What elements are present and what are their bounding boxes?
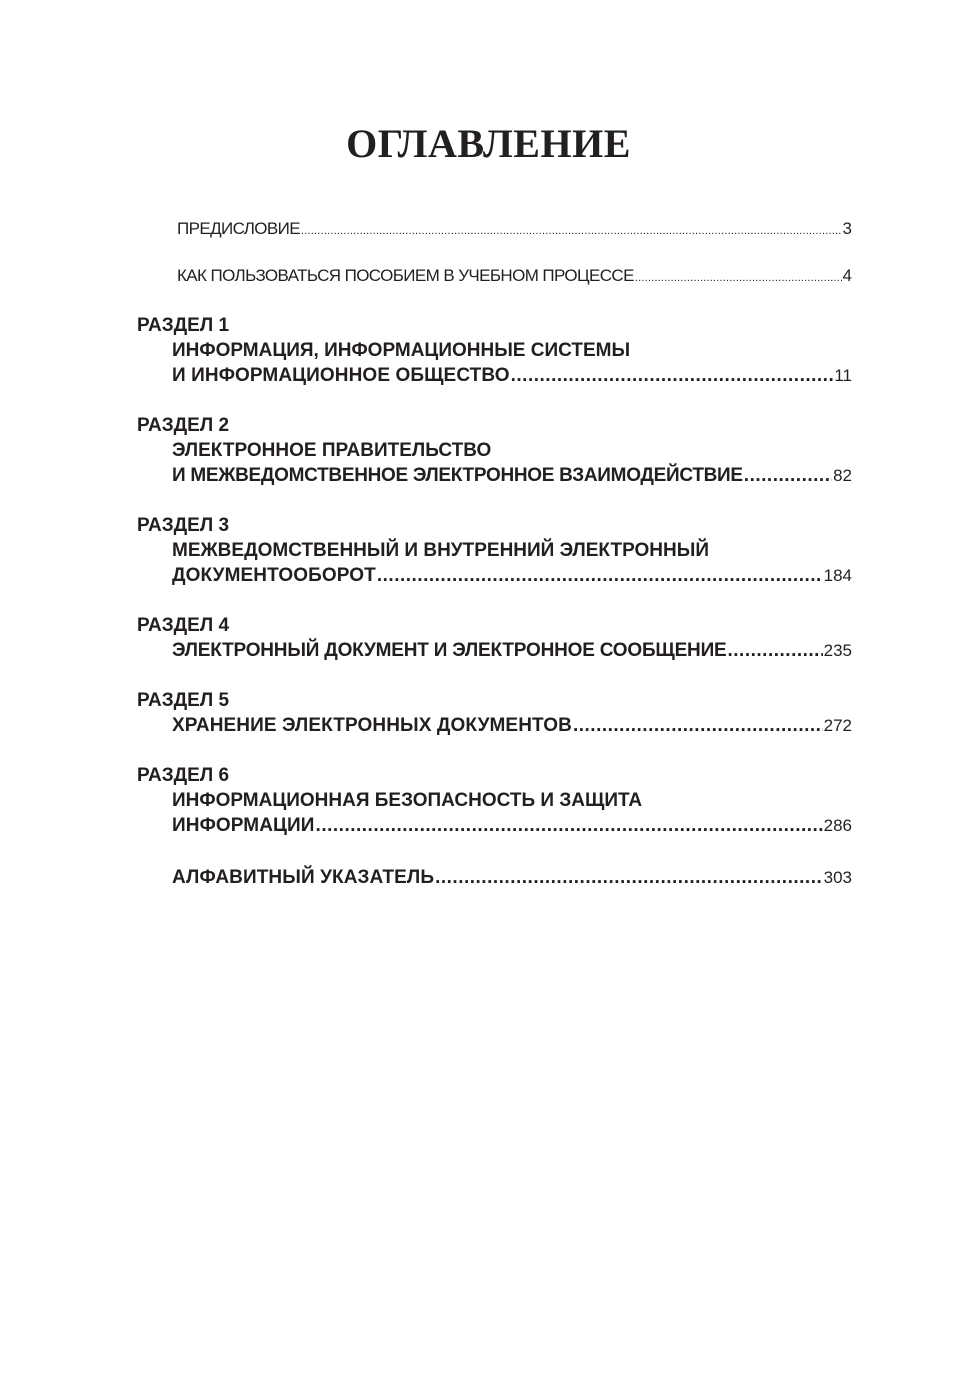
dot-leader xyxy=(635,267,842,284)
toc-entry-how-to-use[interactable] xyxy=(177,267,852,284)
dot-leader xyxy=(316,816,823,835)
toc-page-number: 303 xyxy=(823,868,852,887)
toc-entry-title: И ИНФОРМАЦИОННОЕ ОБЩЕСТВО xyxy=(172,365,510,386)
toc-entry-title: ХРАНЕНИЕ ЭЛЕКТРОННЫХ ДОКУМЕНТОВ xyxy=(172,715,572,736)
toc-entry-section-2[interactable] xyxy=(172,466,852,485)
toc-page-number: 184 xyxy=(823,566,852,585)
toc-page-number: 82 xyxy=(833,466,852,485)
toc-entry-section-5[interactable] xyxy=(172,716,852,735)
section-title-line[interactable]: МЕЖВЕДОМСТВЕННЫЙ И ВНУТРЕННИЙ ЭЛЕКТРОННЫЙ xyxy=(172,540,709,561)
section-title-line[interactable]: ИНФОРМАЦИОННАЯ БЕЗОПАСНОСТЬ И ЗАЩИТА xyxy=(172,790,643,811)
toc-entry-title: КАК ПОЛЬЗОВАТЬСЯ ПОСОБИЕМ В УЧЕБНОМ ПРОЦЕССЕ xyxy=(177,266,634,285)
toc-entry-title: ЭЛЕКТРОННЫЙ ДОКУМЕНТ И ЭЛЕКТРОННОЕ СООБЩЕНИЕ xyxy=(172,640,727,661)
toc-entry-title: ДОКУМЕНТООБОРОТ xyxy=(172,565,376,586)
section-label: РАЗДЕЛ 5 xyxy=(137,690,230,711)
toc-entry-section-1[interactable] xyxy=(172,366,852,385)
toc-page-number: 235 xyxy=(823,641,852,660)
toc-page-number: 3 xyxy=(842,219,852,238)
toc-entry-title: ПРЕДИСЛОВИЕ xyxy=(177,219,301,238)
section-label: РАЗДЕЛ 3 xyxy=(137,515,230,536)
toc-entry-section-4[interactable] xyxy=(172,641,852,660)
section-label: РАЗДЕЛ 1 xyxy=(137,315,230,336)
section-title-line[interactable]: ИНФОРМАЦИЯ, ИНФОРМАЦИОННЫЕ СИСТЕМЫ xyxy=(172,340,631,361)
dot-leader xyxy=(511,366,834,385)
dot-leader xyxy=(435,868,823,887)
dot-leader xyxy=(744,466,832,485)
section-title-line[interactable]: ЭЛЕКТРОННОЕ ПРАВИТЕЛЬСТВО xyxy=(172,440,492,461)
toc-entry-section-3[interactable] xyxy=(172,566,852,585)
toc-page-number: 11 xyxy=(834,366,852,385)
toc-page-number: 4 xyxy=(842,266,852,285)
toc-entry-title: АЛФАВИТНЫЙ УКАЗАТЕЛЬ xyxy=(172,867,435,888)
toc-entry-title: ИНФОРМАЦИИ xyxy=(172,815,315,836)
dot-leader xyxy=(377,566,823,585)
section-label: РАЗДЕЛ 6 xyxy=(137,765,230,786)
dot-leader xyxy=(301,220,842,237)
page-title: ОГЛАВЛЕНИЕ xyxy=(346,121,631,166)
dot-leader xyxy=(728,641,823,660)
section-label: РАЗДЕЛ 2 xyxy=(137,415,230,436)
dot-leader xyxy=(573,716,823,735)
toc-entry-index[interactable] xyxy=(172,868,852,887)
toc-page-number: 272 xyxy=(823,716,852,735)
toc-entry-preface[interactable] xyxy=(177,220,852,237)
toc-page-number: 286 xyxy=(823,816,852,835)
section-label: РАЗДЕЛ 4 xyxy=(137,615,230,636)
toc-entry-section-6[interactable] xyxy=(172,816,852,835)
toc-entry-title: И МЕЖВЕДОМСТВЕННОЕ ЭЛЕКТРОННОЕ ВЗАИМОДЕЙСТВИЕ xyxy=(172,465,743,486)
